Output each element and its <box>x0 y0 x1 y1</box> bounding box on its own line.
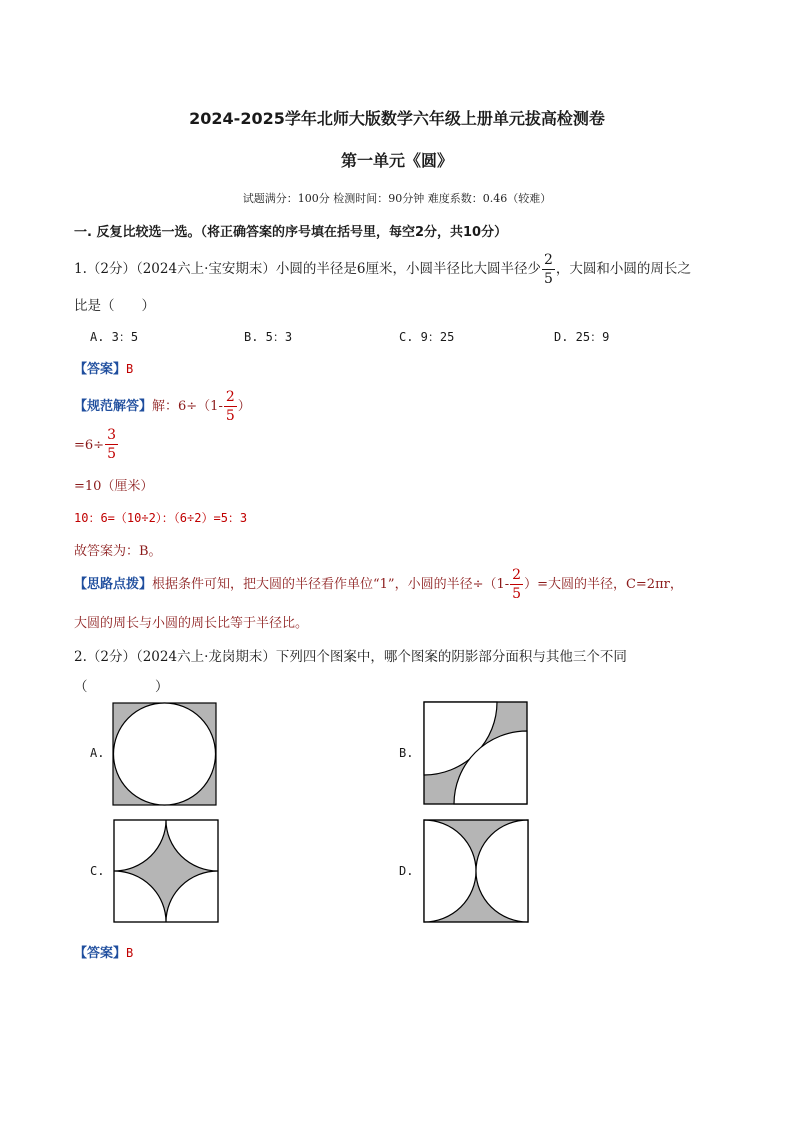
q1-solution-line4: 10：6=（10÷2）：（6÷2）=5：3 <box>74 511 248 525</box>
solution-text-2a: =6÷ <box>74 438 105 453</box>
hint-tag: 【思路点拨】 <box>74 577 153 592</box>
q1-stem-line2: 比是（ ） <box>74 298 155 314</box>
square-with-inscribed-circle-icon <box>112 702 218 806</box>
q1-option-c: C. 9：25 <box>399 330 455 344</box>
solution-tag: 【规范解答】 <box>74 399 153 414</box>
page-subtitle: 第一单元《圆》 <box>340 151 453 170</box>
answer-tag: 【答案】 <box>74 362 127 377</box>
q1-solution-line2 <box>74 428 119 461</box>
hint-text-b: ）=大圆的半径，C=2πr， <box>524 577 683 592</box>
solution-text-1b: ） <box>237 399 251 414</box>
q1-stem-a: 1.（2分）（2024六上·宝安期末）小圆的半径是6厘米，小圆半径比大圆半径少 <box>74 261 541 277</box>
solution-fraction-2: $\frac{3}{5}$ <box>107 427 116 462</box>
answer-value: B <box>126 362 134 376</box>
square-with-two-semicircles-icon <box>423 819 529 923</box>
square-with-two-quarter-circles-icon <box>423 701 529 805</box>
q1-hint-line1 <box>74 568 683 601</box>
square-with-four-quarter-circles-icon <box>113 819 219 923</box>
q2-stem: 2.（2分）（2024六上·龙岗期末）下列四个图案中，哪个图案的阴影部分面积与其他三个不同 <box>74 649 627 665</box>
figure-b-label: B. <box>399 746 414 760</box>
q2-blank: （ ） <box>74 679 169 695</box>
q1-fraction: $\frac{2}{5}$ <box>543 252 553 287</box>
q1-answer <box>74 358 133 377</box>
q1-option-b: B. 5：3 <box>244 330 293 344</box>
q1-stem-line1 <box>74 253 691 286</box>
solution-text-1a: 解：6÷（1- <box>152 399 223 414</box>
q1-option-a: A. 3：5 <box>90 330 139 344</box>
figure-c-label: C. <box>90 864 105 878</box>
q1-solution-line5: 故答案为：B。 <box>74 544 162 559</box>
exam-meta: 试题满分：100分 检测时间：90分钟 难度系数：0.46（较难） <box>242 192 552 205</box>
figure-a-label: A. <box>90 746 105 760</box>
figure-d-label: D. <box>399 864 414 878</box>
q1-solution-line1 <box>74 390 251 423</box>
q1-option-d: D. 25：9 <box>554 330 610 344</box>
q1-solution-line3: =10（厘米） <box>74 479 154 494</box>
section-heading: 一. 反复比较选一选。（将正确答案的序号填在括号里，每空2分，共10分） <box>74 225 508 240</box>
solution-fraction-1: $\frac{2}{5}$ <box>225 389 235 424</box>
q1-hint-line2: 大圆的周长与小圆的周长比等于半径比。 <box>74 616 309 631</box>
hint-text-a: 根据条件可知，把大圆的半径看作单位“1”，小圆的半径÷（1- <box>152 577 510 592</box>
hint-fraction: $\frac{2}{5}$ <box>512 567 522 602</box>
q1-stem-b: ，大圆和小圆的周长之 <box>555 261 691 277</box>
answer-value: B <box>126 946 134 960</box>
q2-answer <box>74 942 133 961</box>
page-title: 2024-2025学年北师大版数学六年级上册单元拔高检测卷 <box>189 109 605 128</box>
answer-tag: 【答案】 <box>74 946 127 961</box>
